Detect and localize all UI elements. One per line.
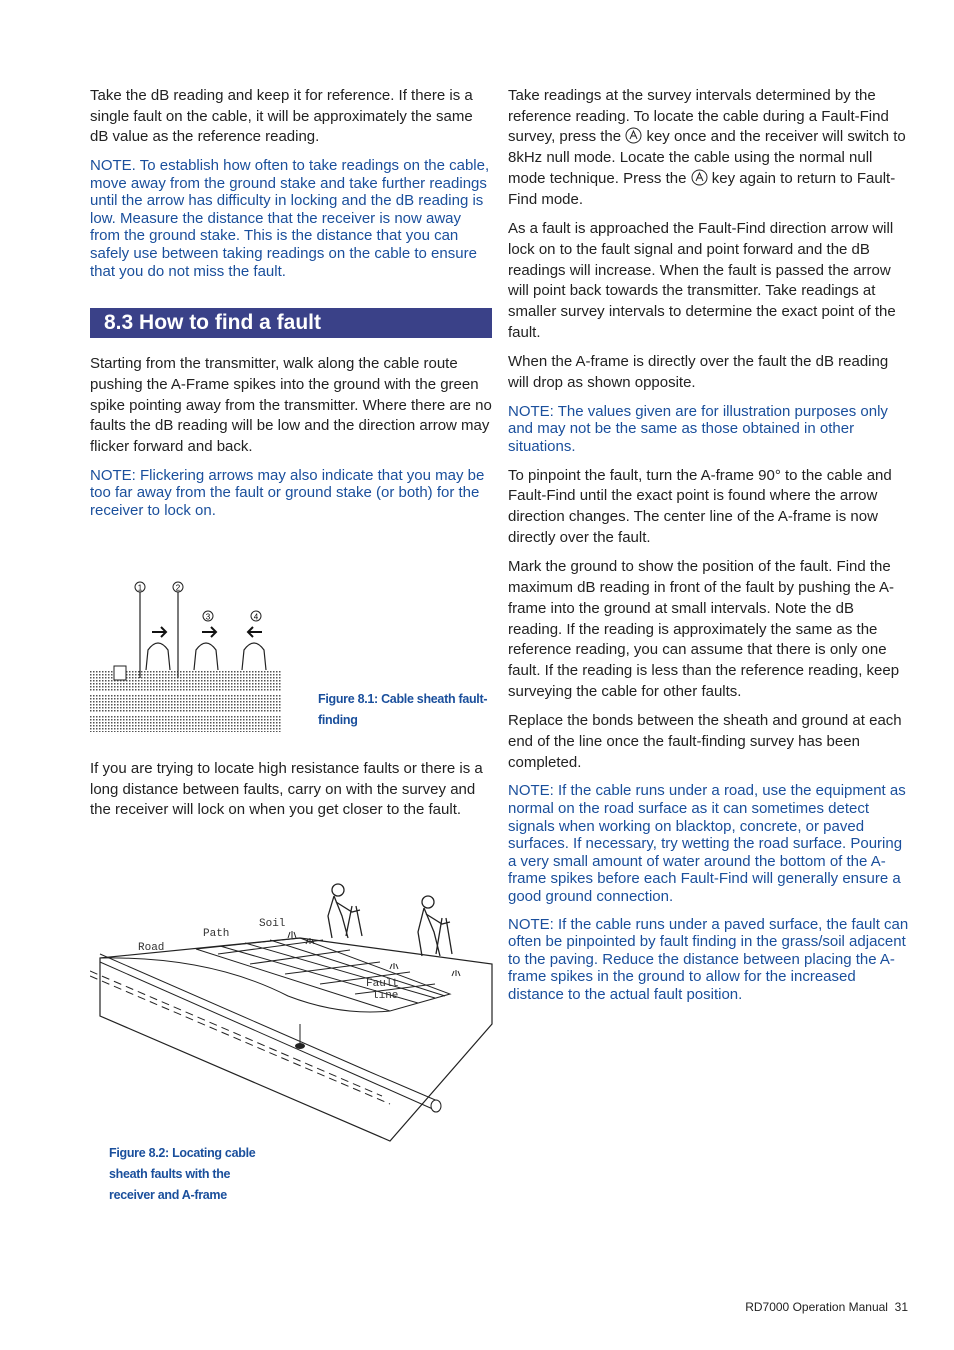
a-frame-icon [146, 643, 170, 670]
right-column [508, 86, 910, 1014]
arrow-forward-icon [202, 627, 216, 637]
page-number: 31 [894, 1300, 908, 1314]
left-column [90, 86, 492, 530]
pinpoint-paragraph: To pinpoint the fault, turn the A-frame 90° to the cable and Fault-Find until the exact point is found where the arrow direction changes. The center line of the A-frame is now directly over the fault. [508, 466, 892, 546]
figure-cable-sheath-fault-finding [90, 578, 285, 736]
operator-with-a-frame-icon [418, 896, 452, 956]
arrow-forward-icon [152, 627, 166, 637]
figure-8-2-caption: Figure 8.2: Locating cable sheath faults with the receiver and A-frame [109, 1146, 256, 1202]
marker-3 [203, 611, 213, 622]
note-flickering-arrows: NOTE: Flickering arrows may also indicate that you may be too far away from the fault or ground stake (or both) for the receiver to lock on. [90, 466, 485, 519]
a-frame-icon [194, 643, 218, 670]
mark-ground-paragraph: Mark the ground to show the position of the fault. Find the maximum dB reading in front of the fault by pushing the A-frame into the ground at small intervals. Note the dB reading. If the reading is approximately the same as the reference reading, you can assume that there is only one fault. If the reading is less than the reference reading, keep surveying the cable for other faults. [508, 558, 900, 700]
manual-title: RD7000 Operation Manual [745, 1300, 888, 1314]
replace-bonds-paragraph: Replace the bonds between the sheath and ground at each end of the line once the fault-finding survey has been completed. [508, 712, 902, 771]
note-paved-surface: NOTE: If the cable runs under a paved surface, the fault can often be pinpointed by fault finding in the grass/soil adjacent to the paving. Reduce the distance between placing the A-frame spikes in the ground to allow for the increased distance to the actual fault position. [508, 915, 909, 1003]
intro-paragraph: Take the dB reading and keep it for reference. If there is a single fault on the cable, it will be approximately the same dB value as the reference reading. [90, 87, 473, 146]
note-illustration-values: NOTE: The values given are for illustration purposes only and may not be the same as those obtained in other situations. [508, 402, 888, 456]
high-resistance-paragraph: If you are trying to locate high resistance faults or there is a long distance between faults, carry on with the survey and the receiver will lock on when you get closer to the fault. [90, 760, 483, 819]
svg-text:2: 2 [175, 583, 181, 593]
page-footer [745, 1300, 908, 1314]
svg-text:1: 1 [137, 583, 143, 593]
fault-find-key-icon [691, 169, 708, 186]
arrow-back-icon [248, 627, 262, 637]
operator-with-receiver-icon [328, 884, 362, 938]
marker-2 [173, 582, 183, 593]
marker-4 [251, 611, 261, 622]
figure-locating-cable-sheath-faults [90, 876, 495, 1142]
label-soil: Soil [259, 918, 286, 930]
procedure-paragraph: Starting from the transmitter, walk along the cable route pushing the A-Frame spikes into the ground with the green spike pointing away from the transmitter. Where there are no faults the dB reading will be low and the direction arrow may flicker forward and back. [90, 355, 492, 456]
svg-text:4: 4 [253, 612, 259, 622]
over-fault-paragraph: When the A-frame is directly over the fault the dB reading will drop as shown opposite. [508, 353, 889, 392]
figure-8-1-caption: Figure 8.1: Cable sheath fault-finding [318, 692, 488, 727]
a-frame-icon [242, 643, 266, 670]
note-road: NOTE: If the cable runs under a road, use the equipment as normal on the road surface as it can sometimes detect signals when working on blacktop, concrete, or paved surfaces. If necessary, try wetting the road surface. Pouring a very small amount of water around the bottom of the A-frame spikes before each Fault-Find will generally ensure a good ground connection. [508, 782, 906, 906]
note-reading-interval: NOTE. To establish how often to take readings on the cable, move away from the ground stake and take further readings until the arrow has difficulty in locking and the dB reading is low. Measure the distance that the receiver is now away from the ground stake. This is the distance that you can safely use between taking readings on the cable to ensure that you do not miss the fault. [90, 157, 490, 280]
label-path: Path [203, 928, 230, 940]
approach-paragraph: As a fault is approached the Fault-Find direction arrow will lock on to the fault signal and point forward and the dB readings will increase. When the fault is passed the arrow will point back towards the transmitter. Take readings at smaller survey intervals to determine the exact point of the fault. [508, 220, 896, 341]
label-fault: Fault [366, 978, 400, 990]
label-road: Road [138, 942, 165, 954]
fault-find-key-icon [625, 127, 642, 144]
svg-text:3: 3 [205, 612, 211, 622]
marker-1 [135, 582, 145, 593]
section-heading: 8.3 How to find a fault [90, 308, 492, 338]
survey-interval-paragraph: Take readings at the survey intervals determined by the reference reading. To locate the cable during a Fault-Find survey, press the key once and the receiver will switch to 8kHz null mode. Locate the cable using the normal null mode technique. Press the key again to return to Fault-Find mode. [508, 87, 906, 208]
label-line: line [372, 990, 399, 1002]
